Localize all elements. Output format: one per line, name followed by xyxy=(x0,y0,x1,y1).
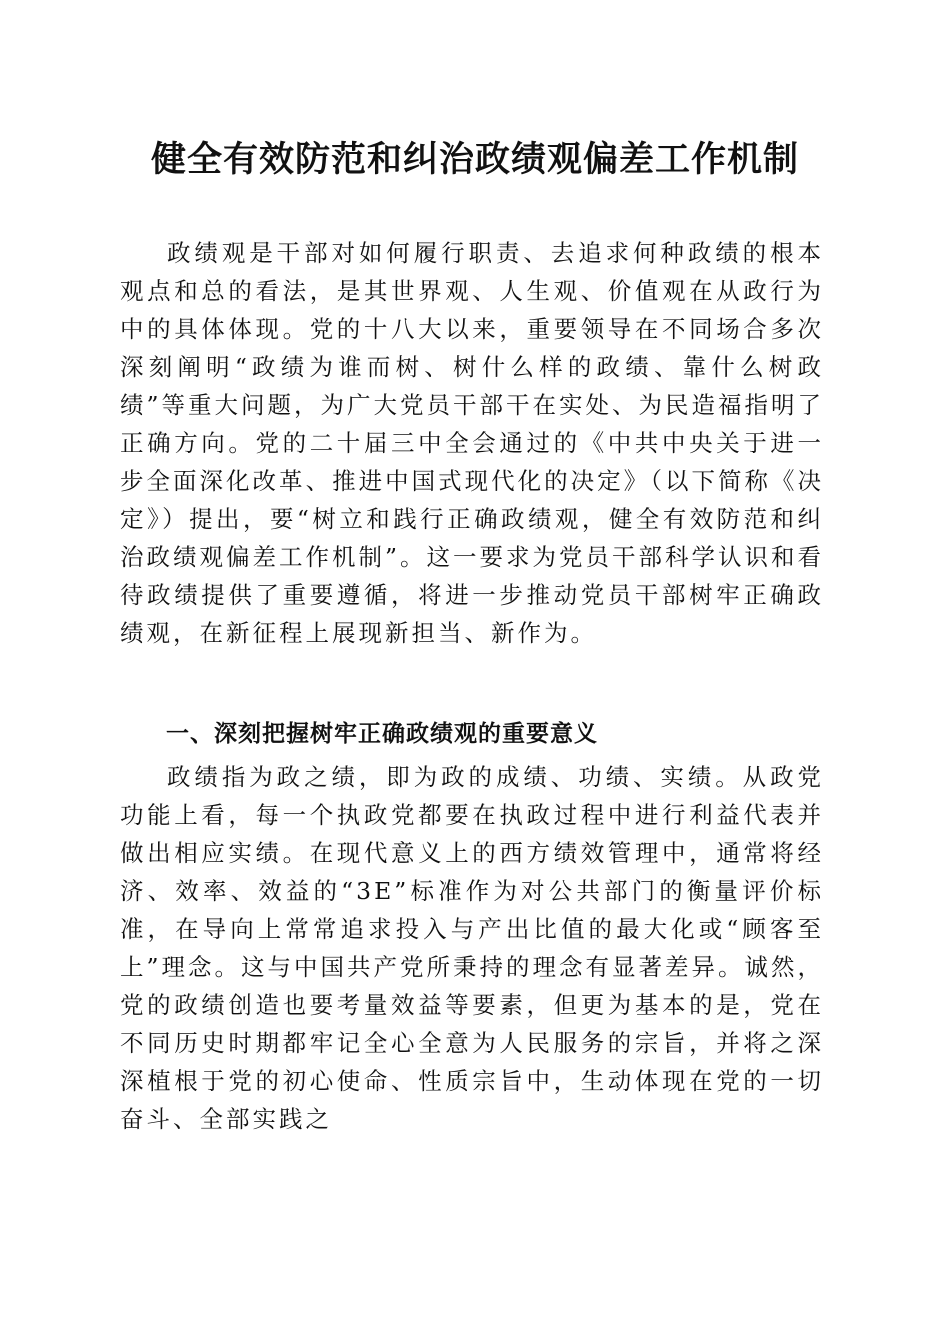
document-body xyxy=(120,234,824,1138)
document-title: 健全有效防范和纠治政绩观偏差工作机制 xyxy=(150,139,799,180)
paragraph-intro: 政绩观是干部对如何履行职责、去追求何种政绩的根本观点和总的看法，是其世界观、人生观、价值观在从政行为中的具体体现。党的十八大以来，重要领导在不同场合多次深刻阐明“政绩为谁而树、树什么样的政绩、靠什么树政绩”等重大问题，为广大党员干部干在实处、为民造福指明了正确方向。党的二十届三中全会通过的《中共中央关于进一步全面深化改革、推进中国式现代化的决定》（以下简称《决定》）提出，要“树立和践行正确政绩观，健全有效防范和纠治政绩观偏差工作机制”。这一要求为党员干部科学认识和看待政绩提供了重要遵循，将进一步推动党员干部树牢正确政绩观，在新征程上展现新担当、新作为。 xyxy=(120,239,825,647)
section-heading-1: 一、深刻把握树牢正确政绩观的重要意义 xyxy=(166,721,598,747)
paragraph-section-1: 政绩指为政之绩，即为政的成绩、功绩、实绩。从政党功能上看，每一个执政党都要在执政过程中进行利益代表并做出相应实绩。在现代意义上的西方绩效管理中，通常将经济、效率、效益的“3E”标准作为对公共部门的衡量评价标准，在导向上常常追求投入与产出比值的最大化或“顾客至上”理念。这与中国共产党所秉持的理念有显著差异。诚然，党的政绩创造也要考量效益等要素，但更为基本的是，党在不同历史时期都牢记全心全意为人民服务的宗旨，并将之深深植根于党的初心使命、性质宗旨中，生动体现在党的一切奋斗、全部实践之 xyxy=(120,763,825,1133)
